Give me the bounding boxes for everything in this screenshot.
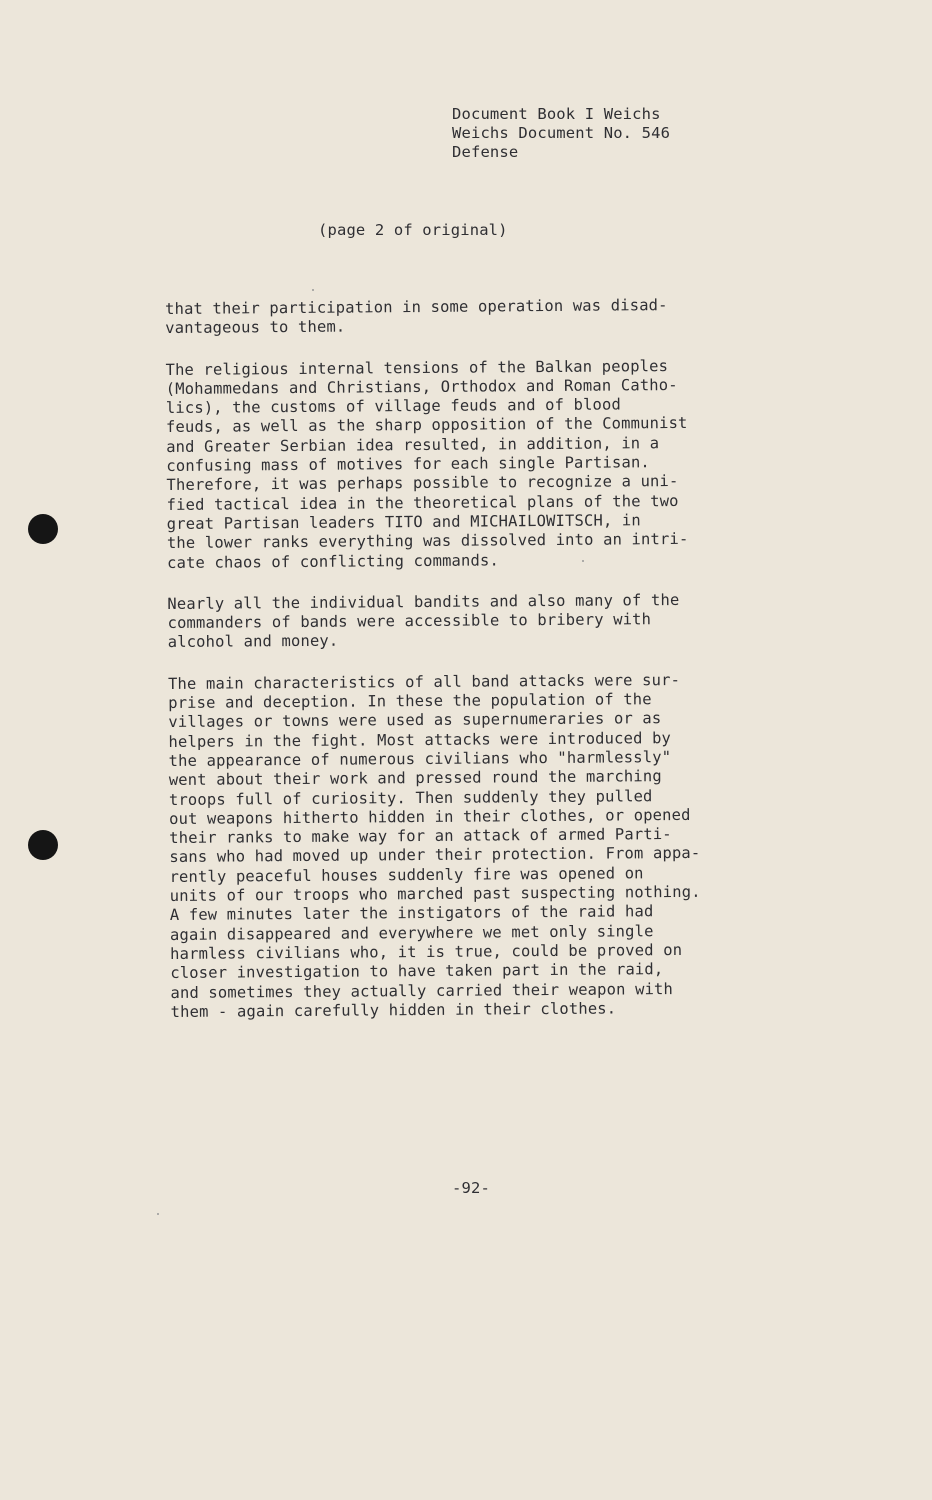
text-line: alcohol and money. (167, 632, 339, 652)
paper-speck (312, 289, 314, 291)
text-line: sans who had moved up under their protection. From appa- (169, 844, 701, 867)
header-line-document-number: Weichs Document No. 546 (452, 124, 671, 142)
text-line: Nearly all the individual bandits and also many of the (167, 590, 680, 613)
text-line: commanders of bands were accessible to bribery with (167, 610, 652, 633)
page-number: -92- (452, 1179, 490, 1197)
text-line: that their participation in some operation was disad- (165, 296, 668, 318)
punch-hole-top (28, 514, 58, 544)
text-line: went about their work and pressed round the marching (168, 767, 662, 790)
text-line: A few minutes later the instigators of the raid had (169, 902, 654, 925)
text-line: out weapons hitherto hidden in their clothes, or opened (169, 805, 691, 828)
text-line: lics), the customs of village feuds and of blood (165, 395, 622, 418)
text-line: the lower ranks everything was dissolved into an intri- (166, 530, 689, 553)
text-line: them - again carefully hidden in their clothes. (170, 999, 617, 1021)
paragraph-1 (165, 294, 845, 338)
text-line: The main characteristics of all band attacks were sur- (167, 670, 681, 693)
text-line: troops full of curiosity. Then suddenly they pulled (168, 786, 653, 809)
text-line: cate chaos of conflicting commands. (166, 550, 500, 572)
page-of-original-note: (page 2 of original) (318, 221, 508, 239)
text-line: again disappeared and everywhere we met only single (169, 921, 654, 944)
header-line-defense: Defense (452, 143, 519, 161)
text-line: units of our troops who marched past suspecting nothing. (169, 882, 701, 905)
paper-speck (157, 1213, 159, 1215)
punch-hole-bottom (28, 830, 58, 860)
text-line: helpers in the fight. Most attacks were introduced by (168, 728, 672, 751)
document-header (452, 104, 872, 161)
text-line: great Partisan leaders TITO and MICHAILOWITSCH, in (166, 511, 641, 533)
text-line: harmless civilians who, it is true, could be proved on (170, 940, 683, 963)
text-line: and Greater Serbian idea resulted, in addition, in a (166, 433, 660, 456)
text-line: (Mohammedans and Christians, Orthodox and Roman Catho- (165, 375, 678, 398)
document-body (165, 294, 851, 1043)
text-line: vantageous to them. (165, 317, 346, 338)
header-line-book: Document Book I Weichs (452, 105, 661, 123)
text-line: and sometimes they actually carried their weapon with (170, 979, 674, 1002)
paragraph-2 (165, 354, 847, 572)
text-line: their ranks to make way for an attack of armed Parti- (169, 825, 672, 848)
paragraph-3 (167, 589, 847, 652)
paragraph-4 (168, 668, 851, 1021)
text-line: rently peaceful houses suddenly fire was opened on (169, 863, 644, 886)
text-line: Therefore, it was perhaps possible to recognize a uni- (166, 472, 679, 495)
text-line: the appearance of numerous civilians who "harmlessly" (168, 747, 672, 770)
text-line: closer investigation to have taken part in the raid, (170, 960, 664, 983)
text-line: The religious internal tensions of the Balkan peoples (165, 356, 669, 379)
text-line: confusing mass of motives for each single Partisan. (166, 453, 650, 476)
text-line: fied tactical idea in the theoretical plans of the two (166, 491, 679, 514)
text-line: prise and deception. In these the population of the (168, 690, 652, 713)
text-line: feuds, as well as the sharp opposition of the Communist (165, 414, 688, 437)
text-line: villages or towns were used as supernumeraries or as (168, 709, 662, 732)
